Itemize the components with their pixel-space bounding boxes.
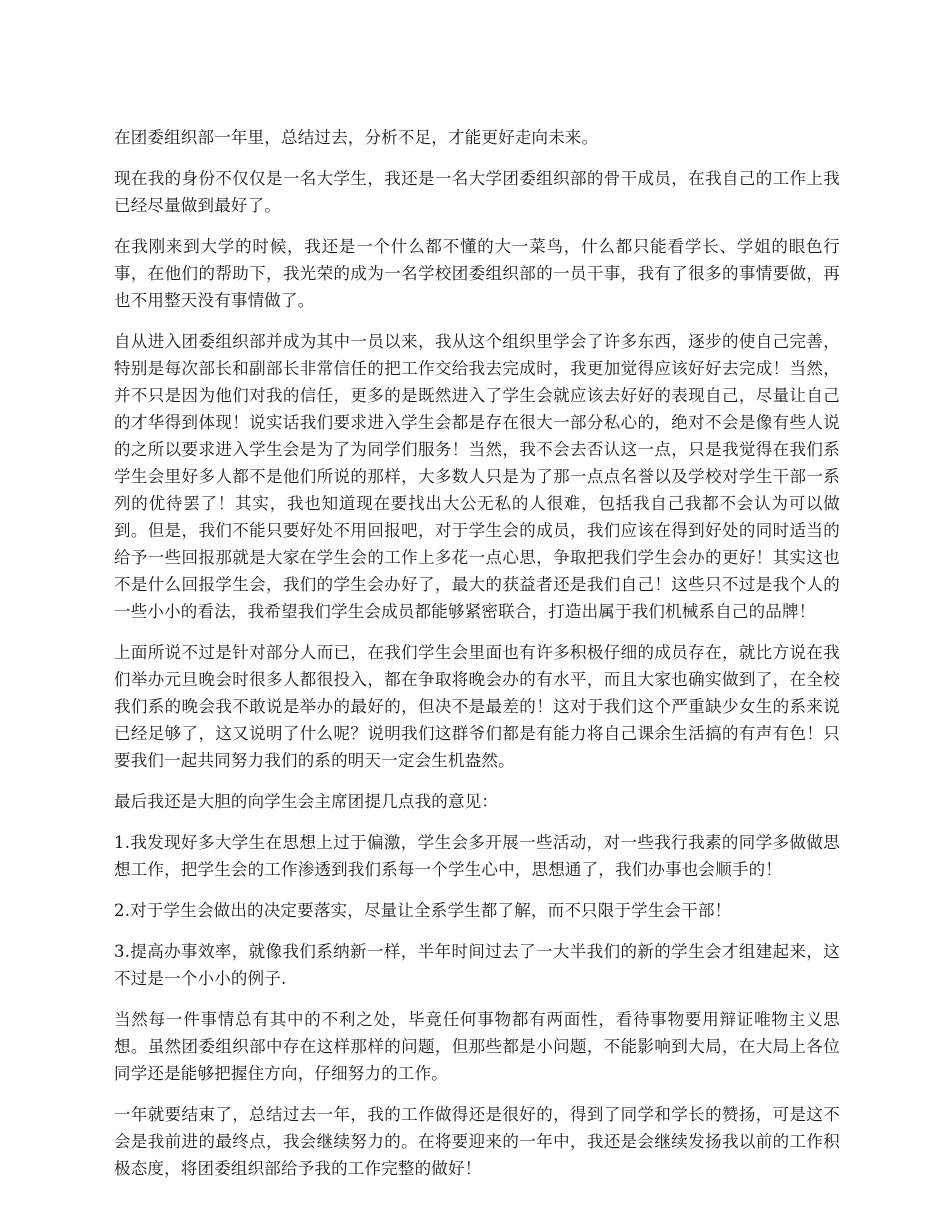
paragraph-suggestion-3: 3.提高办事效率，就像我们系纳新一样，半年时间过去了一大半我们的新的学生会才组建起来，这不过是一个小小的例子.	[114, 942, 840, 988]
paragraph-conclusion: 一年就要结束了，总结过去一年，我的工作做得还是很好的，得到了同学和学长的赞扬，可是这不会是我前进的最终点，我会继续努力的。在将要迎来的一年中，我还是会继续发扬我以前的工作积极态度，将团委组织部给予我的工作完整的做好！	[114, 1105, 840, 1178]
paragraph-suggestion-2: 2.对于学生会做出的决定要落实，尽量让全系学生都了解，而不只限于学生会干部！	[114, 901, 732, 920]
paragraph-reflection: 当然每一件事情总有其中的不利之处，毕竟任何事物都有两面性，看待事物要用辩证唯物主义思想。虽然团委组织部中存在这样那样的问题，但那些都是小问题，不能影响到大局，在大局上各位同学还是能够把握住方向，仔细努力的工作。	[114, 1010, 840, 1083]
paragraph-suggestions-intro: 最后我还是大胆的向学生会主席团提几点我的意见：	[114, 792, 499, 811]
paragraph-suggestion-1: 1.我发现好多大学生在思想上过于偏激，学生会多开展一些活动，对一些我行我素的同学多做做思想工作，把学生会的工作渗透到我们系每一个学生心中，思想通了，我们办事也会顺手的！	[114, 833, 840, 879]
paragraph-arrival: 在我刚来到大学的时候，我还是一个什么都不懂的大一菜鸟，什么都只能看学长、学姐的眼色行事，在他们的帮助下，我光荣的成为一名学校团委组织部的一员干事，我有了很多的事情要做，再也不用整天没有事情做了。	[114, 237, 840, 310]
paragraph-growth: 自从进入团委组织部并成为其中一员以来，我从这个组织里学会了许多东西，逐步的使自己完善，特别是每次部长和副部长非常信任的把工作交给我去完成时，我更加觉得应该好好去完成！当然，并不只是因为他们对我的信任，更多的是既然进入了学生会就应该去好好的表现自己，尽量让自己的才华得到体现！说实话我们要求进入学生会都是存在很大一部分私心的，绝对不会是像有些人说的之所以要求进入学生会是为了为同学们服务！当然，我不会去否认这一点，只是我觉得在我们系学生会里好多人都不是他们所说的那样，大多数人只是为了那一点点名誉以及学校对学生干部一系列的优待罢了！其实，我也知道现在要找出大公无私的人很难，包括我自己我都不会认为可以做到。但是，我们不能只要好处不用回报吧，对于学生会的成员，我们应该在得到好处的同时适当的给予一些回报那就是大家在学生会的工作上多花一点心思，争取把我们学生会办的更好！其实这也不是什么回报学生会，我们的学生会办好了，最大的获益者还是我们自己！这些只不过是我个人的一些小小的看法，我希望我们学生会成员都能够紧密联合，打造出属于我们机械系自己的品牌！	[114, 332, 840, 621]
paragraph-identity: 现在我的身份不仅仅是一名大学生，我还是一名大学团委组织部的骨干成员，在我自己的工作上我已经尽量做到最好了。	[114, 169, 840, 215]
paragraph-members: 上面所说不过是针对部分人而已，在我们学生会里面也有许多积极仔细的成员存在，就比方说在我们举办元旦晚会时很多人都很投入，都在争取将晚会办的有水平，而且大家也确实做到了，在全校我们系的晚会我不敢说是举办的最好的，但决不是最差的！这对于我们这个严重缺少女生的系来说已经足够了，这又说明了什么呢？说明我们这群爷们都是有能力将自己课余生活搞的有声有色！只要我们一起共同努力我们的系的明天一定会生机盎然。	[114, 643, 840, 770]
document-body	[114, 124, 840, 1196]
paragraph-intro: 在团委组织部一年里，总结过去，分析不足，才能更好走向未来。	[114, 128, 599, 147]
